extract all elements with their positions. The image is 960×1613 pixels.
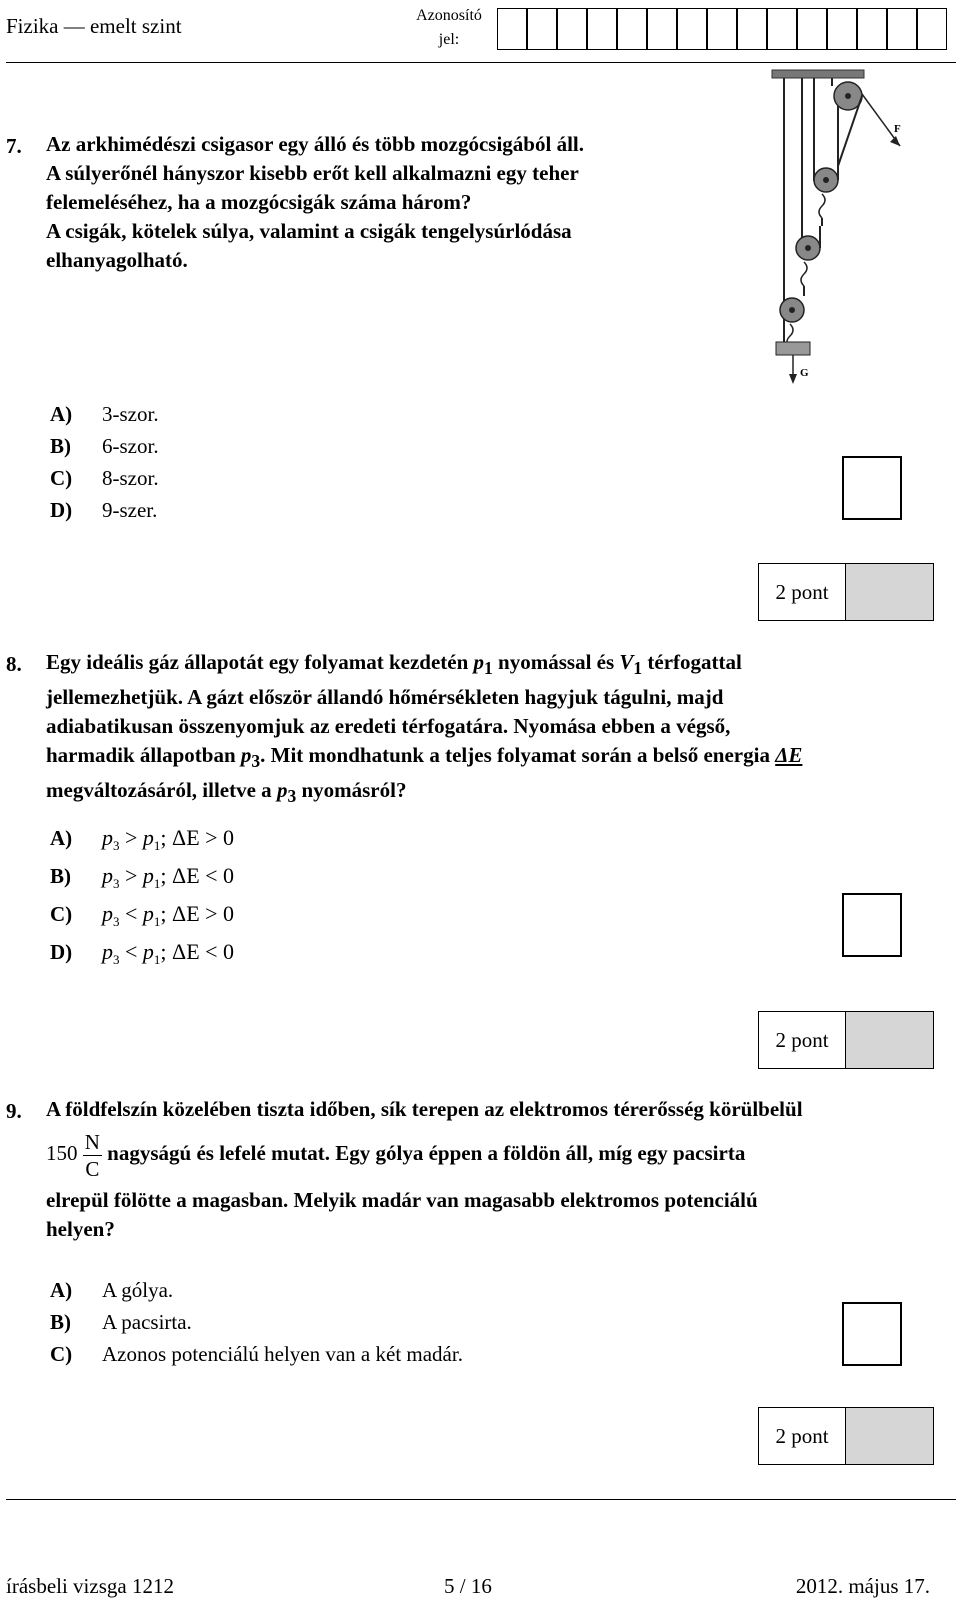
var-p: p — [276, 778, 288, 803]
relation: > 0 — [205, 825, 235, 850]
id-box[interactable] — [497, 8, 527, 50]
unit-fraction — [83, 1129, 102, 1182]
page-number: 5 / 16 — [444, 1574, 492, 1598]
q9-options — [50, 1274, 463, 1370]
q9-text — [46, 1095, 956, 1244]
relation: < 0 — [205, 863, 235, 888]
option-letter: C) — [50, 902, 73, 926]
q9-line: helyen? — [46, 1217, 115, 1241]
id-box[interactable] — [737, 8, 767, 50]
jel-text: jel: — [438, 31, 460, 48]
var-p: p — [142, 863, 154, 888]
azonosito-label — [408, 4, 490, 52]
subscript: 1 — [153, 876, 161, 891]
q9-score-box — [758, 1407, 934, 1465]
q7-answer-box[interactable] — [842, 456, 902, 520]
q9-number: 9. — [6, 1099, 22, 1123]
q7-score-box — [758, 563, 934, 621]
score-cell[interactable] — [845, 563, 934, 621]
var-p: p — [102, 863, 113, 888]
id-box[interactable] — [647, 8, 677, 50]
pulley-axle — [789, 307, 795, 313]
text: nyomással és — [492, 650, 620, 674]
subscript: 1 — [153, 952, 161, 967]
id-box[interactable] — [677, 8, 707, 50]
option-letter: B) — [50, 864, 71, 888]
score-label: 2 pont — [758, 1011, 846, 1069]
relation: > — [125, 863, 138, 888]
var-p: p — [102, 825, 113, 850]
option-text: Azonos potenciálú helyen van a két madár. — [102, 1342, 463, 1366]
id-box[interactable] — [797, 8, 827, 50]
q9-line: A földfelszín közelében tiszta időben, sík terepen az elektromos térerősség körülbelül — [46, 1097, 803, 1121]
q8-line — [46, 648, 951, 683]
text: megváltozásáról, illetve a — [46, 778, 277, 803]
id-box[interactable] — [557, 8, 587, 50]
arrowhead — [890, 136, 900, 146]
subscript: 3 — [113, 914, 120, 929]
var-p: p — [142, 825, 154, 850]
q8-line: adiabatikusan összenyomjuk az eredeti térfogatára. Nyomása ebben a végső, — [46, 714, 731, 739]
numerator: N — [84, 1129, 100, 1154]
var-p: p — [142, 939, 154, 964]
q7-option-b — [50, 430, 159, 462]
q8-option-d — [50, 936, 234, 974]
q8-line — [46, 741, 951, 776]
weight-block — [776, 342, 810, 355]
option-letter: B) — [50, 434, 71, 458]
subscript: 1 — [633, 658, 643, 679]
relation: > — [125, 825, 138, 850]
q7-line: felemeléséhez, ha a mozgócsigák száma három? — [46, 190, 472, 214]
var-p: p — [240, 743, 252, 768]
pulley-axle — [845, 93, 851, 99]
separator: ; — [160, 939, 167, 964]
subscript: 3 — [251, 751, 261, 772]
text: térfogattal — [642, 650, 742, 674]
option-letter: A) — [50, 402, 73, 426]
text: . Mit mondhatunk a teljes folyamat során a belső energia — [260, 743, 776, 768]
var-p: p — [142, 901, 154, 926]
delta-e: ΔE — [172, 939, 200, 964]
option-letter: A) — [50, 826, 73, 850]
separator: ; — [160, 863, 167, 888]
q8-options — [50, 822, 234, 974]
option-text: 6-szor. — [102, 434, 159, 458]
id-box[interactable] — [857, 8, 887, 50]
q8-line — [46, 776, 951, 811]
delta-e: ΔE — [172, 901, 200, 926]
arrowhead — [789, 374, 797, 384]
q7-option-a — [50, 398, 159, 430]
subscript: 1 — [153, 914, 161, 929]
subscript: 3 — [113, 952, 120, 967]
footer-date: 2012. május 17. — [795, 1574, 930, 1598]
option-text: 3-szor. — [102, 402, 159, 426]
option-text: 8-szor. — [102, 466, 159, 490]
option-letter: C) — [50, 466, 73, 490]
id-box[interactable] — [527, 8, 557, 50]
option-formula — [102, 939, 235, 967]
pulley-axle — [805, 245, 811, 251]
footer-divider — [6, 1499, 956, 1500]
id-box[interactable] — [767, 8, 797, 50]
option-text: A pacsirta. — [102, 1310, 192, 1334]
q8-text — [46, 648, 951, 812]
subscript: 3 — [113, 876, 120, 891]
q8-option-c — [50, 898, 234, 936]
subscript: 3 — [287, 786, 297, 807]
q8-option-a — [50, 822, 234, 860]
q9-answer-box[interactable] — [842, 1302, 902, 1366]
q7-option-c — [50, 462, 159, 494]
option-formula — [102, 825, 235, 853]
pulley-system-figure — [760, 66, 920, 386]
force-label-F: F — [894, 123, 901, 135]
header-title: Fizika — emelt szint — [6, 14, 182, 38]
q8-score-box — [758, 1011, 934, 1069]
option-letter: B) — [50, 1310, 71, 1334]
q7-text — [46, 130, 746, 275]
separator: ; — [160, 825, 167, 850]
relation: < — [125, 939, 138, 964]
id-box[interactable] — [587, 8, 617, 50]
ceiling-beam — [772, 70, 864, 78]
id-box[interactable] — [887, 8, 917, 50]
q7-options — [50, 398, 159, 526]
hook — [801, 262, 807, 286]
option-formula — [102, 901, 235, 929]
field-value: 150 — [46, 1141, 78, 1165]
q7-line: elhanyagolható. — [46, 248, 188, 272]
relation: < 0 — [205, 939, 235, 964]
option-text: 9-szer. — [102, 498, 158, 522]
q7-line: A csigák, kötelek súlya, valamint a csigák tengelysúrlódása — [46, 219, 572, 243]
option-text: A gólya. — [102, 1278, 174, 1302]
option-letter: D) — [50, 498, 73, 522]
weight-label-G: G — [800, 367, 809, 379]
relation: < — [125, 901, 138, 926]
q7-number: 7. — [6, 134, 22, 158]
score-cell[interactable] — [845, 1407, 934, 1465]
separator: ; — [160, 901, 167, 926]
var-delta-e: ΔE — [775, 743, 803, 768]
q9-line — [46, 1126, 956, 1186]
subscript: 1 — [153, 838, 161, 853]
q9-line: elrepül fölötte a magasban. Melyik madár van magasabb elektromos potenciálú — [46, 1188, 758, 1212]
score-label: 2 pont — [758, 1407, 846, 1465]
option-letter: D) — [50, 940, 73, 964]
hook — [819, 194, 825, 218]
header-divider — [6, 62, 956, 63]
q7-line: A súlyerőnél hányszor kisebb erőt kell alkalmazni egy teher — [46, 161, 579, 185]
option-formula — [102, 863, 235, 891]
text: nyomásról? — [296, 778, 407, 803]
denominator: C — [85, 1156, 100, 1181]
score-label: 2 pont — [758, 563, 846, 621]
pulley-axle — [823, 177, 829, 183]
delta-e: ΔE — [172, 863, 200, 888]
var-v: V — [619, 650, 634, 674]
azonosito-text: Azonosító — [416, 7, 482, 24]
q9-option-b — [50, 1306, 463, 1338]
q9-option-a — [50, 1274, 463, 1306]
delta-e: ΔE — [172, 825, 200, 850]
id-box[interactable] — [827, 8, 857, 50]
var-p: p — [102, 939, 113, 964]
q8-line: jellemezhetjük. A gázt először állandó hőmérsékleten hagyjuk tágulni, majd — [46, 685, 724, 710]
id-box[interactable] — [617, 8, 647, 50]
option-letter: C) — [50, 1342, 73, 1366]
var-p: p — [473, 650, 485, 674]
text: Egy ideális gáz állapotát egy folyamat kezdetén — [46, 650, 474, 674]
score-cell[interactable] — [845, 1011, 934, 1069]
id-box[interactable] — [707, 8, 737, 50]
q7-line: Az arkhimédészi csigasor egy álló és több mozgócsigából áll. — [46, 132, 584, 156]
subscript: 1 — [484, 658, 493, 679]
q8-option-b — [50, 860, 234, 898]
q8-number: 8. — [6, 652, 22, 676]
id-box[interactable] — [917, 8, 947, 50]
text: nagyságú és lefelé mutat. Egy gólya éppen a földön áll, míg egy pacsirta — [107, 1141, 746, 1165]
relation: > 0 — [205, 901, 235, 926]
text: harmadik állapotban — [46, 743, 241, 768]
footer-left: írásbeli vizsga 1212 — [6, 1574, 174, 1598]
q8-answer-box[interactable] — [842, 893, 902, 957]
option-letter: A) — [50, 1278, 73, 1302]
subscript: 3 — [113, 838, 120, 853]
var-p: p — [102, 901, 113, 926]
q7-option-d — [50, 494, 159, 526]
q9-option-c — [50, 1338, 463, 1370]
